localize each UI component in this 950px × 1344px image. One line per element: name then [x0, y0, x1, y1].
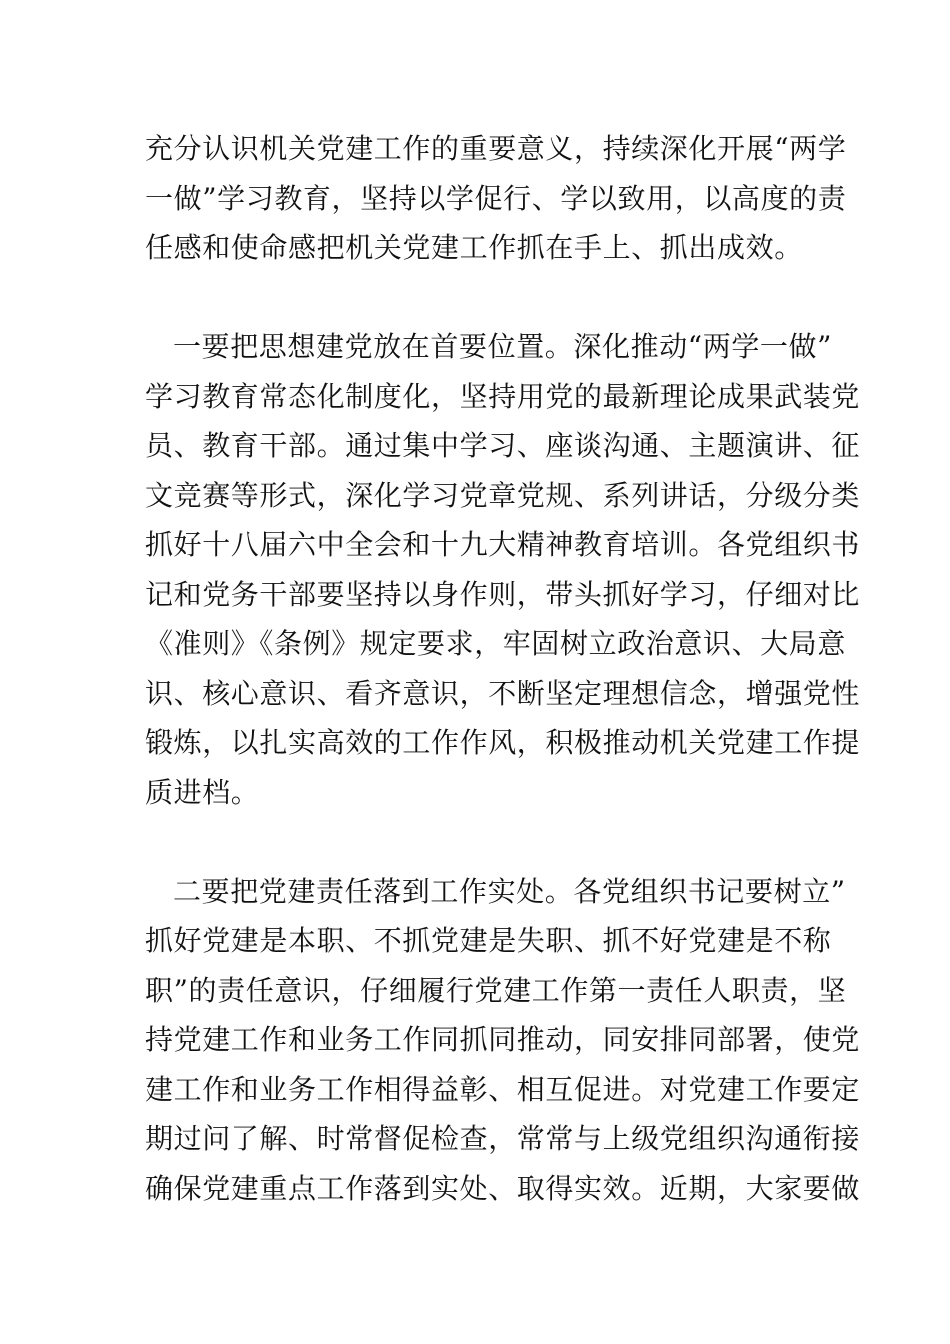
text-line: 任感和使命感把机关党建工作抓在手上、抓出成效。 [145, 231, 803, 264]
text-line: 学习教育常态化制度化，坚持用党的最新理论成果武装党 [145, 379, 861, 413]
paragraph-gap [145, 817, 810, 867]
text-line: 文竞赛等形式，深化学习党章党规、系列讲话，分级分类 [145, 478, 861, 512]
text-line: 一要把思想建党放在首要位置。深化推动“两学一做” [173, 330, 833, 363]
text-line: 识、核心意识、看齐意识，不断坚定理想信念，增强党性 [145, 676, 861, 710]
text-line: 一做”学习教育，坚持以学促行、学以致用，以高度的责 [145, 181, 847, 215]
text-line: 锻炼，以扎实高效的工作作风，积极推动机关党建工作提 [145, 726, 861, 759]
text-line: 持党建工作和业务工作同抓同推动，同安排同部署，使党 [145, 1023, 861, 1056]
text-line: 充分认识机关党建工作的重要意义，持续深化开展“两学 [145, 132, 847, 165]
text-line: 质进档。 [145, 775, 260, 809]
paragraph-gap [145, 273, 810, 323]
text-line: 二要把党建责任落到工作实处。各党组织书记要树立” [173, 874, 846, 908]
text-line: 抓好十八届六中全会和十九大精神教育培训。各党组织书 [145, 528, 861, 561]
text-line: 《准则》《条例》规定要求，牢固树立政治意识、大局意 [145, 627, 847, 660]
paragraph-3 [145, 867, 861, 1214]
text-line: 员、教育干部。通过集中学习、座谈沟通、主题演讲、征 [145, 429, 861, 462]
paragraph-1 [145, 124, 847, 273]
paragraph-2 [145, 322, 861, 817]
text-line: 确保党建重点工作落到实处、取得实效。近期，大家要做 [145, 1171, 861, 1205]
text-line: 建工作和业务工作相得益彰、相互促进。对党建工作要定 [145, 1072, 861, 1106]
text-line: 记和党务干部要坚持以身作则，带头抓好学习，仔细对比 [145, 577, 861, 611]
text-line: 期过问了解、时常督促检查，常常与上级党组织沟通衔接 [145, 1122, 861, 1155]
text-line: 职”的责任意识，仔细履行党建工作第一责任人职责，坚 [145, 973, 847, 1007]
text-line: 抓好党建是本职、不抓党建是失职、抓不好党建是不称 [145, 924, 832, 957]
document-body [145, 124, 861, 1213]
